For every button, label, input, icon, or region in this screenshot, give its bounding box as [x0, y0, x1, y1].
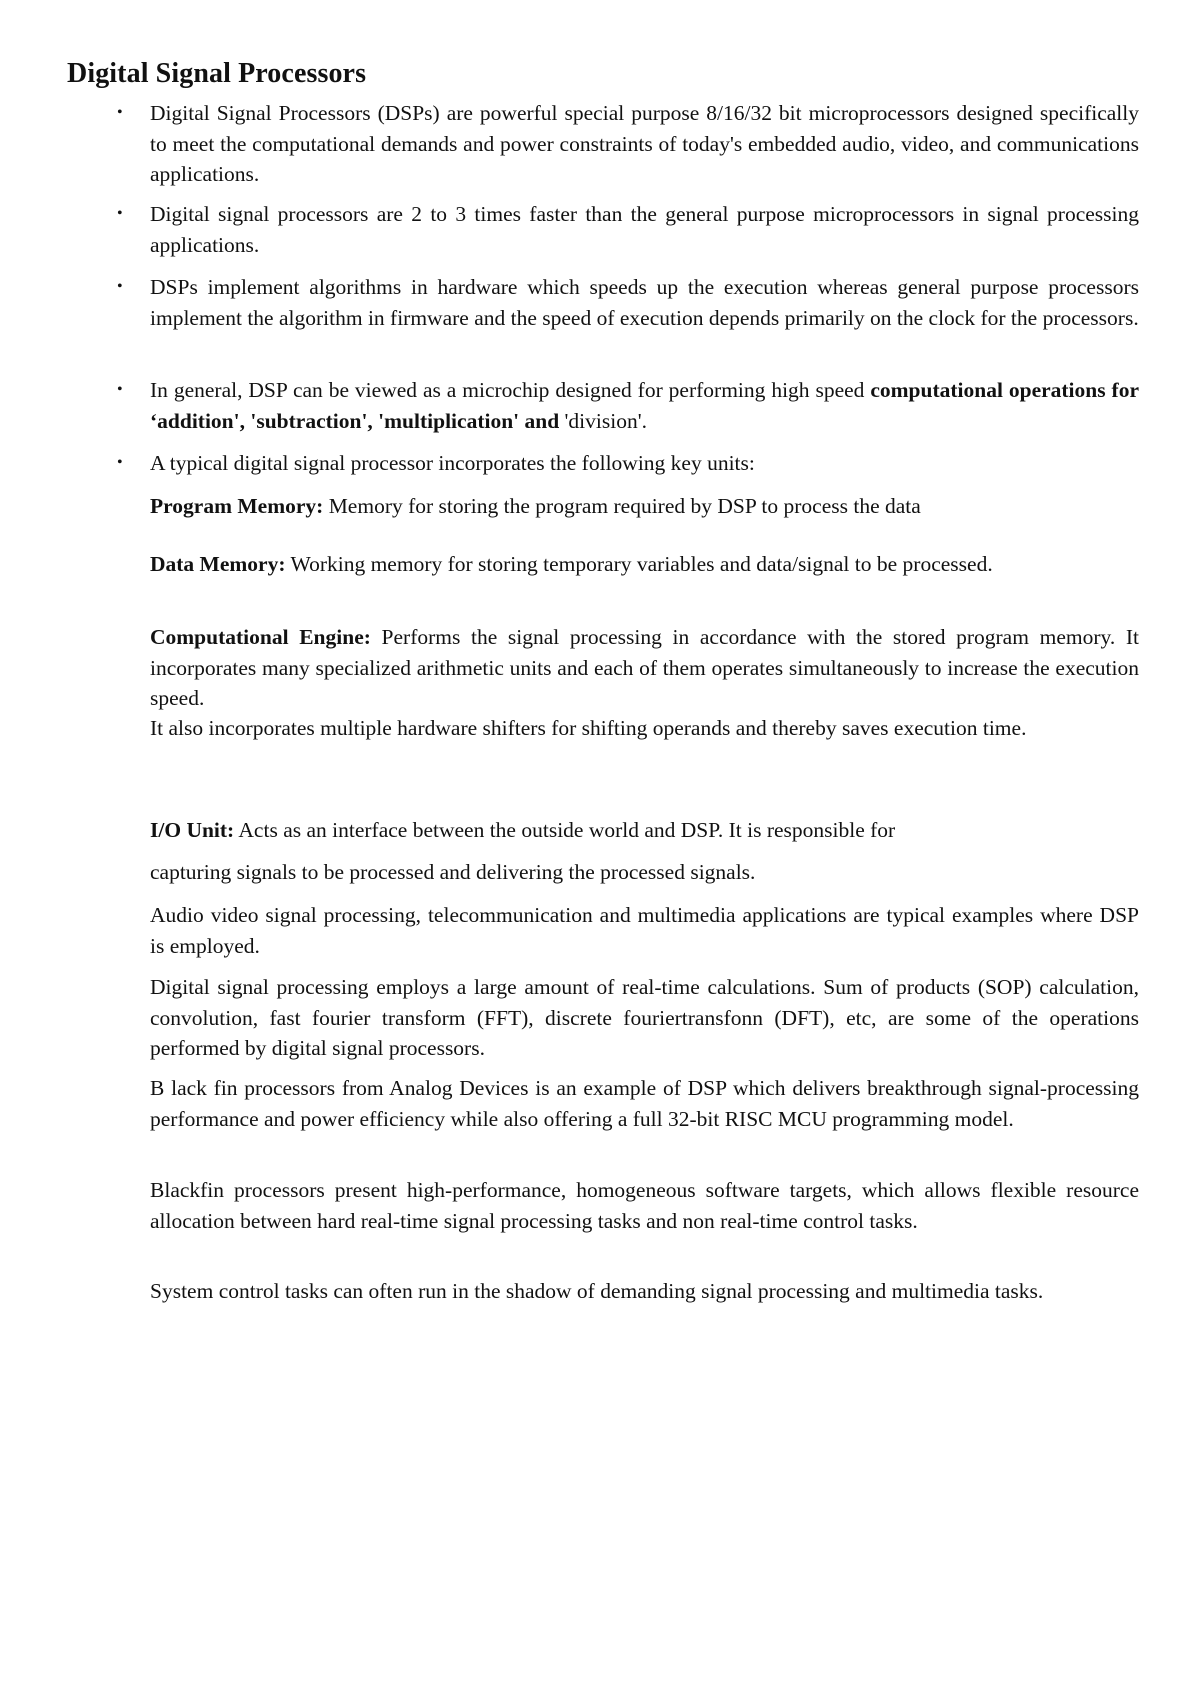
bullet-item: DSPs implement algorithms in hardware which speeds up the execution whereas general purpose processors implement the algorithm in firmware and the speed of execution depends primarily on the clock for the processors.: [150, 275, 1139, 330]
paragraph: Blackfin processors present high-performance, homogeneous software targets, which allows flexible resource allocation between hard real-time signal processing tasks and non real-time control tasks.: [150, 1178, 1139, 1233]
bullet-item: A typical digital signal processor incorporates the following key units:: [150, 451, 755, 475]
unit-label: Computational Engine:: [150, 625, 371, 649]
bullet-marker: •: [117, 381, 123, 398]
paragraph: Audio video signal processing, telecommunication and multimedia applications are typical examples where DSP is employed.: [150, 903, 1139, 958]
page-title: Digital Signal Processors: [67, 58, 367, 89]
bullet-item: Digital Signal Processors (DSPs) are powerful special purpose 8/16/32 bit microprocessors designed specifically to meet the computational demands and power constraints of today's embedded audio, video, and communications applications.: [150, 101, 1139, 186]
paragraph: Digital signal processing employs a large amount of real-time calculations. Sum of products (SOP) calculation, convolution, fast fourier transform (FFT), discrete fouriertransfonn (DFT), etc, are some of the operations performed by digital signal processors.: [150, 975, 1139, 1060]
bullet-item: [150, 375, 1139, 436]
unit-program-memory: [150, 491, 1139, 522]
unit-text: Memory for storing the program required by DSP to process the data: [323, 494, 921, 518]
unit-text: Performs the signal processing in accordance with the stored program memory. It incorporates many specialized arithmetic units and each of them operates simultaneously to increase the execution speed.: [150, 625, 1139, 710]
bullet-bold-text: computational operations for ‘addition', 'subtraction', 'multiplication' and: [150, 378, 1139, 433]
unit-io: [150, 815, 1139, 846]
bullet-marker: •: [117, 454, 123, 471]
unit-text: Acts as an interface between the outside world and DSP. It is responsible for: [234, 818, 896, 842]
bullet-text: In general, DSP can be viewed as a microchip designed for performing high speed: [150, 378, 871, 402]
unit-label: I/O Unit:: [150, 818, 235, 842]
unit-computational-engine: [150, 622, 1139, 714]
unit-label: Data Memory:: [150, 552, 286, 576]
bullet-item: Digital signal processors are 2 to 3 times faster than the general purpose microprocessors in signal processing applications.: [150, 202, 1139, 257]
unit-label: Program Memory:: [150, 494, 324, 518]
bullet-text: 'division'.: [559, 408, 647, 433]
bullet-marker: •: [117, 205, 123, 222]
unit-text: Working memory for storing temporary variables and data/signal to be processed.: [285, 552, 993, 576]
unit-data-memory: [150, 549, 1139, 580]
bullet-marker: •: [117, 278, 123, 295]
paragraph: System control tasks can often run in the shadow of demanding signal processing and multimedia tasks.: [150, 1279, 1044, 1303]
unit-computational-engine-extra: It also incorporates multiple hardware shifters for shifting operands and thereby saves execution time.: [150, 716, 1027, 740]
paragraph: B lack fin processors from Analog Devices is an example of DSP which delivers breakthrough signal-processing performance and power efficiency while also offering a full 32-bit RISC MCU programming model.: [150, 1076, 1139, 1131]
bullet-marker: •: [117, 104, 123, 121]
unit-io-extra: capturing signals to be processed and delivering the processed signals.: [150, 860, 756, 884]
